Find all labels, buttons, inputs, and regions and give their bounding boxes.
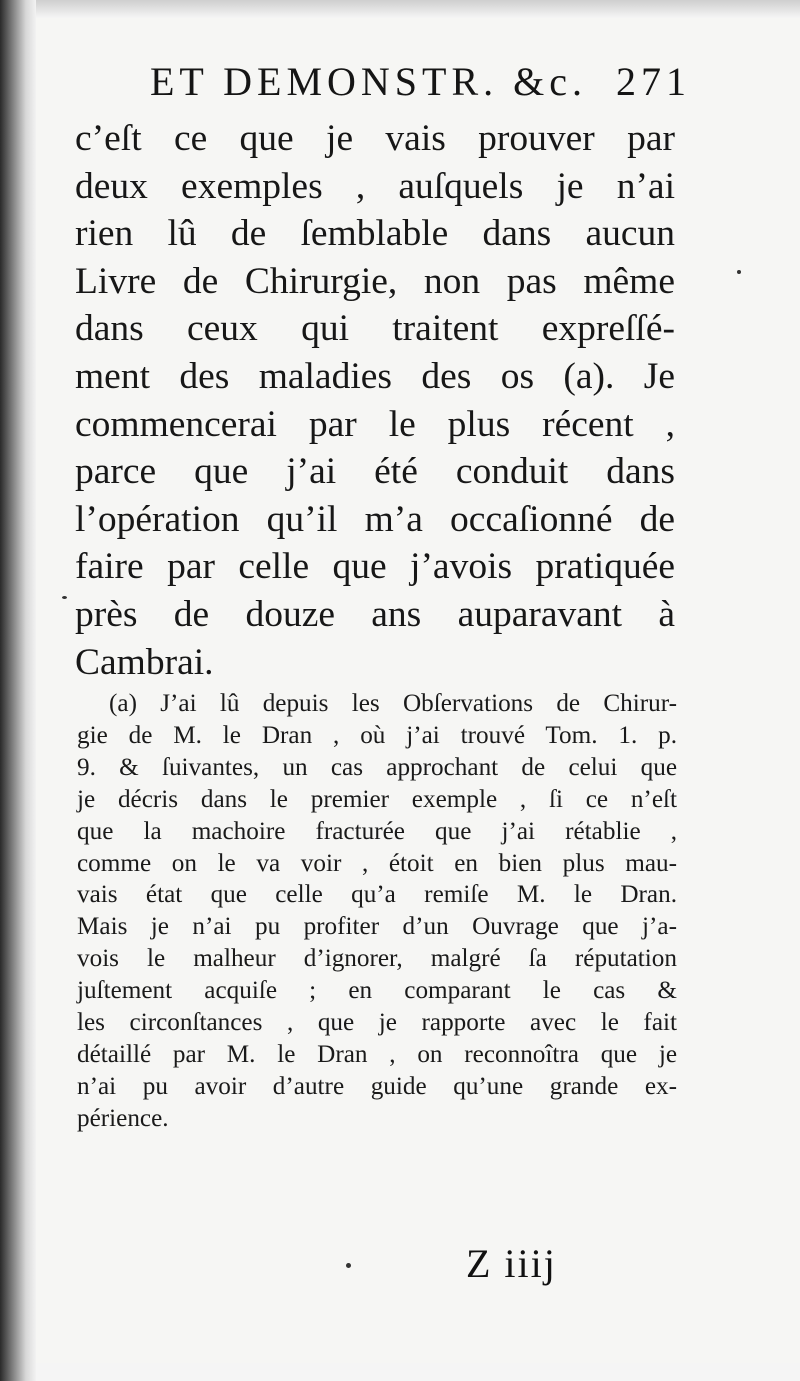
footnote-block (77, 688, 677, 1135)
footnote-line: vais état que celle qu’a remiſe M. le Dran. (77, 881, 677, 909)
signature-mark: Z iiij (466, 1241, 557, 1286)
text-line: l’opération qu’il m’a occaſionné de (75, 498, 675, 540)
footnote-line: détaillé par M. le Dran , on reconnoîtra que je (77, 1040, 677, 1068)
footnote-line: n’ai pu avoir d’autre guide qu’une grande ex- (77, 1072, 677, 1100)
footnote-line: (a) J’ai lû depuis les Obſervations de Chirur- (109, 690, 677, 717)
running-header (150, 58, 692, 105)
text-line: commencerai par le plus récent , (75, 403, 675, 445)
ink-speck (346, 1263, 351, 1268)
text-line: deux exemples , auſquels je n’ai (75, 165, 675, 207)
ink-speck (62, 596, 67, 599)
page-number: 271 (616, 59, 692, 104)
footnote-line: périence. (77, 1104, 169, 1132)
text-line: faire par celle que j’avois pratiquée (75, 546, 675, 588)
binding-shadow (0, 0, 36, 1381)
footnote-line: vois le malheur d’ignorer, malgré ſa réputation (77, 945, 677, 973)
footnote-line: comme on le va voir , étoit en bien plus mau- (77, 849, 677, 877)
text-line: dans ceux qui traitent expreſſé- (75, 308, 675, 350)
text-line: près de douze ans auparavant à (75, 593, 675, 635)
text-line: Livre de Chirurgie, non pas même (75, 260, 675, 302)
text-line: rien lû de ſemblable dans aucun (75, 213, 675, 255)
footnote-line: gie de M. le Dran , où j’ai trouvé Tom. 1. p. (77, 721, 677, 749)
ink-speck (737, 270, 741, 274)
text-line: parce que j’ai été conduit dans (75, 451, 675, 493)
text-line: c’eſt ce que je vais prouver par (75, 118, 675, 159)
footnote-line: je décris dans le premier exemple , ſi ce n’eſt (77, 785, 677, 813)
page-top-edge (36, 0, 800, 18)
footnote-line: les circonſtances , que je rapporte avec le fait (77, 1009, 677, 1037)
footnote-line: que la machoire fracturée que j’ai rétablie , (77, 817, 677, 845)
running-title: ET DEMONSTR. &c. (150, 59, 588, 104)
footnote-line: Mais je n’ai pu profiter d’un Ouvrage que j’a- (77, 913, 677, 941)
footnote-line: juſtement acquiſe ; en comparant le cas & (77, 977, 677, 1005)
footnote-line: 9. & ſuivantes, un cas approchant de celui que (77, 753, 677, 781)
text-line: Cambrai. (75, 641, 214, 683)
main-text-block (75, 115, 675, 686)
text-line: ment des maladies des os (a). Je (75, 355, 675, 397)
